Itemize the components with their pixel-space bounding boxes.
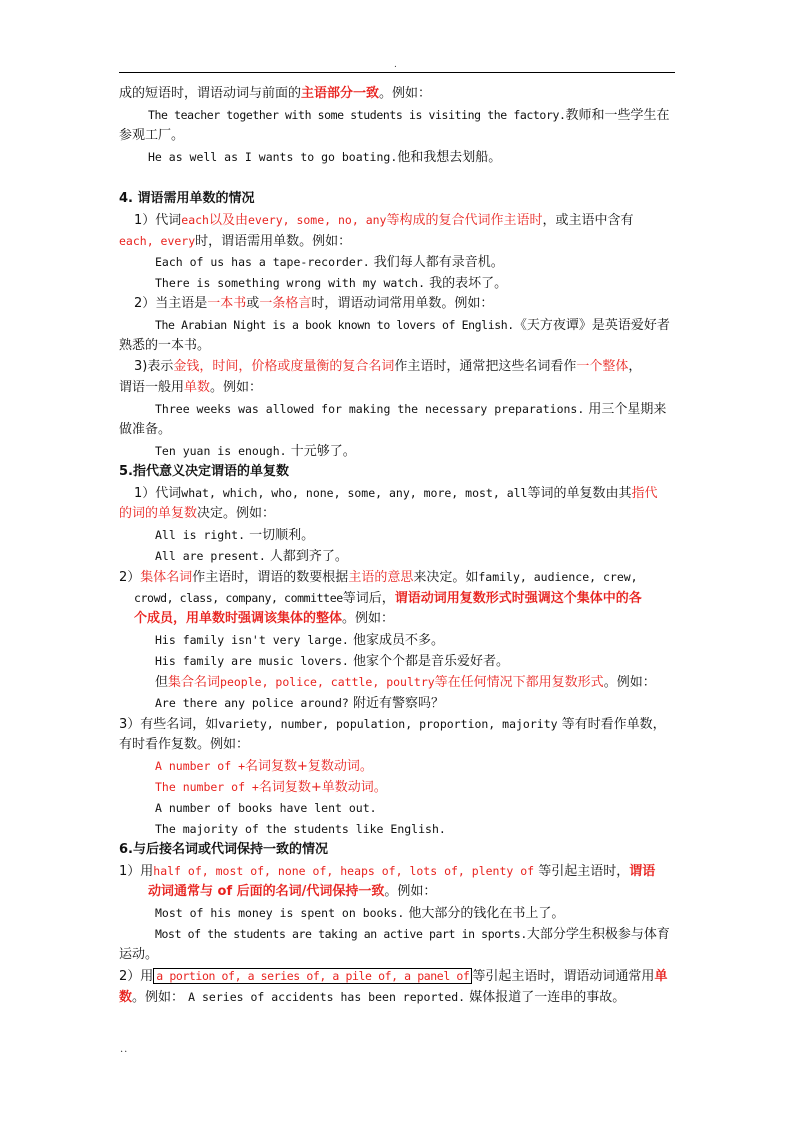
- text-run: The Arabian Night is a book known to lovers of English.: [155, 318, 514, 332]
- text-run: 大部分学生积极参与体育: [526, 927, 670, 942]
- text-run: A number of +: [155, 759, 246, 773]
- text-line: [155, 546, 348, 567]
- text-run: 他大部分的钱化在书上了。: [404, 906, 565, 921]
- text-run: 熟悉的一本书。: [119, 338, 211, 353]
- text-run: 教师和一些学生在: [565, 108, 670, 123]
- text-run: 集体名词: [140, 570, 193, 585]
- text-run: 做准备。: [119, 422, 172, 437]
- text-run: All is right.: [155, 528, 246, 542]
- text-run: what, which, who, none, some, any, more, most, all: [181, 486, 528, 500]
- text-line: [119, 714, 666, 735]
- text-run: 等在任何情况下都用复数形式: [434, 675, 604, 690]
- text-run: 时，谓语动词常用单数。例如：: [311, 296, 494, 311]
- text-run: 他家个个都是音乐爱好者。: [348, 654, 510, 669]
- text-run: 用三个星期来: [584, 402, 667, 417]
- text-run: 一个整体: [576, 359, 629, 374]
- text-run: ，或主语中含有: [542, 213, 634, 228]
- text-line: [119, 504, 275, 524]
- text-run: His family isn't very large.: [155, 633, 349, 647]
- text-line: [119, 966, 667, 987]
- text-line: [155, 525, 314, 546]
- text-run: 6.与后接名词或代词保持一致的情况: [119, 842, 328, 857]
- text-line: [155, 441, 356, 462]
- text-run: 《天方夜谭》是英语爱好者: [513, 318, 670, 333]
- text-line: [119, 189, 255, 209]
- text-run: 3)表示: [134, 359, 174, 374]
- text-line: [155, 273, 507, 294]
- text-run: 。例如：: [132, 990, 189, 1005]
- text-run: 等引起主语时，谓语动词通常用: [472, 969, 655, 984]
- header-rule: [119, 72, 675, 73]
- text-line: [155, 924, 670, 945]
- text-run: There is something wrong with my watch.: [155, 276, 426, 290]
- text-line: [148, 147, 501, 168]
- text-run: 单: [654, 969, 668, 984]
- text-run: 谓语: [629, 864, 656, 879]
- text-run: The teacher together with some students is visiting the factory.: [148, 108, 566, 122]
- text-line: [148, 882, 436, 902]
- text-run: family, audience, crew,: [478, 570, 638, 584]
- text-run: ，: [628, 359, 642, 374]
- text-line: [119, 462, 289, 482]
- text-line: [155, 252, 504, 273]
- text-run: 指代: [631, 486, 658, 501]
- text-line: [134, 294, 493, 314]
- text-run: each, every: [119, 234, 196, 248]
- text-run: A number of books have lent out.: [155, 801, 377, 815]
- text-line: [155, 315, 670, 336]
- text-run: 但: [155, 675, 169, 690]
- text-run: 。例如：: [379, 86, 432, 101]
- text-run: 作主语时，通常把这些名词看作: [394, 359, 577, 374]
- text-run: 1）用: [119, 864, 154, 879]
- text-run: 一本书: [207, 296, 247, 311]
- text-run: All are present.: [155, 549, 266, 563]
- text-run: A series of accidents has been reported.: [188, 990, 466, 1004]
- text-line: [134, 210, 634, 231]
- text-run: 等构成的复合代词作主语时: [386, 213, 543, 228]
- text-line: [119, 378, 262, 398]
- text-run: 我们每人都有录音机。: [369, 255, 504, 270]
- text-run: Most of his money is spent on books.: [155, 906, 405, 920]
- text-run: 数: [119, 990, 133, 1005]
- text-line: [155, 693, 444, 714]
- text-line: [155, 630, 444, 651]
- text-run: 参观工厂。: [119, 128, 185, 143]
- text-line: [119, 735, 249, 755]
- text-run: Ten yuan is enough.: [155, 444, 287, 458]
- text-run: 集合名词: [168, 675, 221, 690]
- text-run: His family are music lovers.: [155, 654, 349, 668]
- text-run: 人都到齐了。: [265, 549, 348, 564]
- text-run: 他和我想去划船。: [397, 150, 502, 165]
- text-line: [119, 840, 328, 860]
- text-run: a portion of, a series of, a pile of, a panel of: [153, 968, 472, 984]
- text-run: 媒体报道了一连串的事故。: [465, 990, 626, 1005]
- text-line: [119, 861, 655, 882]
- text-line: [155, 798, 377, 819]
- text-run: variety, number, population, proportion, majority: [218, 717, 558, 731]
- text-run: 个成员，用单数时强调该集体的整体: [134, 611, 343, 626]
- text-run: every, some, no, any: [248, 213, 387, 227]
- text-line: [155, 777, 387, 798]
- text-run: 主语部分一致: [301, 86, 380, 101]
- text-line: [155, 399, 666, 420]
- text-run: 等引起主语时，: [534, 864, 630, 879]
- text-run: The number of +: [155, 780, 259, 794]
- text-run: 动词通常与 of 后面的名词/代词保持一致: [148, 884, 385, 899]
- text-run: 。例如：: [603, 675, 656, 690]
- text-run: 一切顺利。: [245, 528, 315, 543]
- text-run: 有时看作复数。例如：: [119, 737, 250, 752]
- text-line: [155, 903, 564, 924]
- text-line: [134, 357, 641, 377]
- footer-dots: ..: [120, 1044, 129, 1055]
- header-dot: .: [394, 60, 397, 70]
- text-run: 作主语时，谓语的数要根据: [192, 570, 349, 585]
- text-line: [119, 84, 431, 104]
- text-run: 成的短语时，谓语动词与前面的: [119, 86, 302, 101]
- text-run: 5.指代意义决定谓语的单复数: [119, 464, 289, 479]
- text-run: 金钱，时间，价格或度量衡的复合名词: [173, 359, 395, 374]
- text-line: [134, 588, 642, 609]
- text-run: crowd, class, company, committee: [134, 591, 343, 605]
- text-run: Three weeks was allowed for making the necessary preparations.: [155, 402, 585, 416]
- text-line: [119, 420, 171, 440]
- text-run: The majority of the students like English.: [155, 822, 446, 836]
- text-run: 或: [246, 296, 260, 311]
- text-line: [148, 105, 670, 126]
- text-run: 一条格言: [259, 296, 312, 311]
- text-line: [119, 987, 625, 1008]
- text-line: [134, 609, 394, 629]
- text-line: [155, 672, 656, 693]
- text-run: 2）当主语是: [134, 296, 208, 311]
- text-run: 4. 谓语需用单数的情况: [119, 191, 255, 206]
- text-line: [119, 336, 210, 356]
- text-line: [119, 231, 351, 252]
- text-run: Most of the students are taking an active part in sports.: [155, 927, 527, 941]
- text-run: 附近有警察吗？: [348, 696, 445, 711]
- text-run: 的词的单复数: [119, 506, 198, 521]
- text-run: 2）: [119, 570, 141, 585]
- text-run: 时，谓语需用单数。例如：: [195, 234, 352, 249]
- text-run: 名词复数+复数动词。: [245, 759, 373, 774]
- text-run: He as well as I wants to go boating.: [148, 150, 398, 164]
- text-line: [155, 819, 446, 840]
- text-run: 2）用: [119, 969, 154, 984]
- text-run: 1）代词: [134, 213, 182, 228]
- text-run: 单数: [184, 380, 211, 395]
- text-run: 决定。例如：: [197, 506, 276, 521]
- text-run: 。例如：: [384, 884, 437, 899]
- text-line: [155, 651, 509, 672]
- text-run: 。例如：: [210, 380, 263, 395]
- text-run: Each of us has a tape-recorder.: [155, 255, 370, 269]
- text-run: 主语的意思: [348, 570, 414, 585]
- text-run: people, police, cattle, poultry: [220, 675, 435, 689]
- text-run: 运动。: [119, 947, 159, 962]
- text-line: [119, 126, 184, 146]
- text-run: Are there any police around?: [155, 696, 349, 710]
- text-run: 3）有些名词，如: [119, 717, 219, 732]
- text-run: 我的表坏了。: [425, 276, 508, 291]
- text-run: 等词的单复数由其: [527, 486, 632, 501]
- text-run: 谓语动词用复数形式时强调这个集体中的各: [394, 591, 642, 606]
- text-line: [155, 756, 373, 777]
- text-run: each: [181, 213, 209, 227]
- text-run: half of, most of, none of, heaps of, lots of, plenty of: [153, 864, 535, 878]
- text-run: 。例如：: [342, 611, 395, 626]
- text-line: [119, 567, 638, 588]
- text-line: [134, 483, 658, 504]
- text-run: 1）代词: [134, 486, 182, 501]
- text-run: 来决定。如: [413, 570, 479, 585]
- text-run: 名词复数+单数动词。: [258, 780, 387, 795]
- text-run: 等词后，: [342, 591, 395, 606]
- text-run: 十元够了。: [286, 444, 356, 459]
- text-run: 谓语一般用: [119, 380, 185, 395]
- text-line: [119, 945, 158, 965]
- text-run: 他家成员不多。: [348, 633, 445, 648]
- text-run: 等有时看作单数，: [557, 717, 666, 732]
- text-run: 以及由: [208, 213, 248, 228]
